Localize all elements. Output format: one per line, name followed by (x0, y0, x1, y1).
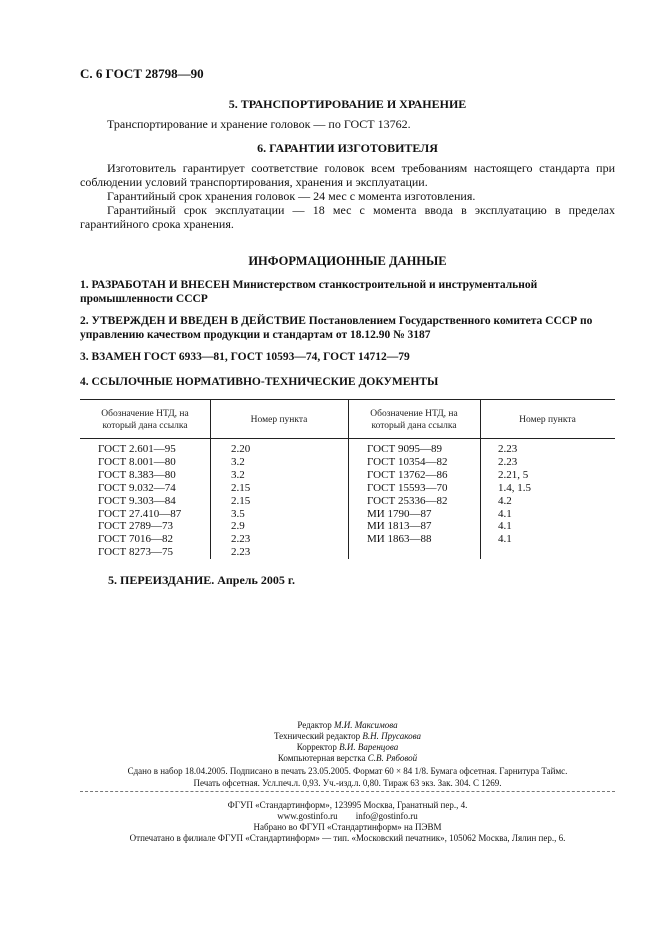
table-cell: 2.23 (498, 455, 518, 468)
table-cell: 3.2 (231, 455, 245, 468)
table-cell: 4.1 (498, 520, 512, 533)
table-cell: ГОСТ 2.601—95 (98, 443, 176, 455)
credit-role: Редактор (297, 720, 332, 730)
left-point-column (231, 443, 250, 559)
header-doc-line: который дана ссылка (371, 421, 457, 431)
table-cell: 4.2 (498, 494, 512, 507)
credit-line (80, 742, 615, 753)
info-item-5: 5. ПЕРЕИЗДАНИЕ. Апрель 2005 г. (108, 573, 295, 587)
table-cell: 2.15 (231, 481, 251, 494)
right-doc-column (367, 443, 447, 546)
info-item-1: 1. РАЗРАБОТАН И ВНЕСЕН Министерством станкостроительной и инструментальной промышленности СССР (80, 279, 538, 305)
header-doc-line: который дана ссылка (102, 421, 188, 431)
info-item-2: 2. УТВЕРЖДЕН И ВВЕДЕН В ДЕЙСТВИЕ Постановлением Государственного комитета СССР по управлению качеством продукции и стандартам от 18.12.90 № 3187 (80, 315, 593, 341)
table-cell: ГОСТ 10354—82 (367, 455, 448, 468)
info-title: ИНФОРМАЦИОННЫЕ ДАННЫЕ (248, 254, 447, 268)
table-cell: ГОСТ 27.410—87 (98, 507, 182, 520)
header-doc-left (80, 408, 210, 432)
table-cell: 3.5 (231, 507, 245, 520)
table-cell: 4.1 (498, 507, 512, 520)
table-cell: ГОСТ 9.303—84 (98, 494, 176, 507)
table-cell: ГОСТ 13762—86 (367, 468, 448, 481)
credit-line (80, 731, 615, 742)
table-cell: 2.15 (231, 494, 251, 507)
section-6-paragraph-2: Гарантийный срок хранения головок — 24 мес с момента изготовления. (107, 189, 476, 203)
header-point-right: Номер пункта (519, 415, 576, 425)
table-cell: 2.21, 5 (498, 468, 529, 481)
table-cell: ГОСТ 8273—75 (98, 546, 173, 559)
table-cell: ГОСТ 15593—70 (367, 481, 448, 494)
table-cell: 2.20 (231, 443, 251, 455)
table-cell: МИ 1813—87 (367, 520, 432, 533)
credit-person: М.И. Максимова (334, 720, 398, 730)
table-cell: 2.23 (498, 443, 518, 455)
publisher-email: info@gostinfo.ru (355, 811, 418, 821)
header-doc-right (348, 408, 480, 432)
page-header: С. 6 ГОСТ 28798—90 (80, 66, 204, 81)
imprint-line-1: Сдано в набор 18.04.2005. Подписано в печать 23.05.2005. Формат 60 × 84 1/8. Бумага офсетная. Гарнитура Таймс. (127, 766, 568, 776)
credit-role: Корректор (296, 742, 337, 752)
dashed-divider (80, 791, 615, 792)
table-cell: 4.1 (498, 533, 512, 546)
table-cell: ГОСТ 2789—73 (98, 520, 173, 533)
table-cell: ГОСТ 9095—89 (367, 443, 442, 455)
credit-line (80, 720, 615, 731)
credit-person: В.И. Варенцова (339, 742, 399, 752)
table-cell: ГОСТ 25336—82 (367, 494, 448, 507)
publisher-site: www.gostinfo.ru (277, 811, 338, 821)
table-cell: МИ 1790—87 (367, 507, 432, 520)
right-point-column (498, 443, 531, 546)
table-cell: 1.4, 1.5 (498, 481, 531, 494)
credit-line (80, 753, 615, 764)
publisher-contacts (80, 811, 615, 822)
publisher-address: ФГУП «Стандартинформ», 123995 Москва, Гранатный пер., 4. (227, 800, 468, 810)
table-cell: 2.9 (231, 520, 245, 533)
credit-role: Компьютерная верстка (277, 753, 366, 763)
credit-person: В.Н. Прусакова (362, 731, 422, 741)
publisher-block (80, 800, 615, 844)
credit-role: Технический редактор (273, 731, 361, 741)
publisher-typeset: Набрано во ФГУП «Стандартинформ» на ПЭВМ (253, 822, 442, 832)
section-5-title: 5. ТРАНСПОРТИРОВАНИЕ И ХРАНЕНИЕ (228, 97, 467, 111)
table-cell: ГОСТ 8.001—80 (98, 455, 176, 468)
table-cell: ГОСТ 9.032—74 (98, 481, 176, 494)
section-5-text: Транспортирование и хранение головок — по ГОСТ 13762. (107, 117, 411, 131)
header-doc-line: Обозначение НТД, на (370, 409, 458, 419)
left-doc-column (98, 443, 181, 559)
table-cell: 2.23 (231, 546, 251, 559)
publisher-printed: Отпечатано в филиале ФГУП «Стандартинформ» — тип. «Московский печатник», 105062 Москва, Лялин пер., 6. (129, 833, 566, 843)
table-cell: ГОСТ 8.383—80 (98, 468, 176, 481)
section-6-paragraph-1: Изготовитель гарантирует соответствие головок всем требованиям настоящего стандарта при соблюдении условий транспортирования, хранения и эксплуатации. (80, 161, 615, 189)
table-cell: МИ 1863—88 (367, 533, 432, 546)
info-item-4: 4. ССЫЛОЧНЫЕ НОРМАТИВНО-ТЕХНИЧЕСКИЕ ДОКУМЕНТЫ (80, 376, 439, 388)
section-6-title: 6. ГАРАНТИИ ИЗГОТОВИТЕЛЯ (257, 141, 438, 155)
header-point-left: Номер пункта (250, 415, 308, 425)
credit-person: С.В. Рябовой (367, 753, 418, 763)
imprint-line-2: Печать офсетная. Усл.печ.л. 0,93. Уч.-изд.л. 0,80. Тираж 63 экз. Зак. 304. С 1269. (193, 778, 502, 788)
header-doc-line: Обозначение НТД, на (101, 409, 189, 419)
section-6-paragraph-3: Гарантийный срок эксплуатации — 18 мес с момента ввода в эксплуатацию в пределах гарантийного срока хранения. (80, 203, 615, 231)
table-cell: ГОСТ 7016—82 (98, 533, 173, 546)
credits-block (80, 720, 615, 764)
table-cell: 2.23 (231, 533, 251, 546)
info-item-3: 3. ВЗАМЕН ГОСТ 6933—81, ГОСТ 10593—74, ГОСТ 14712—79 (80, 351, 410, 363)
table-cell: 3.2 (231, 468, 245, 481)
